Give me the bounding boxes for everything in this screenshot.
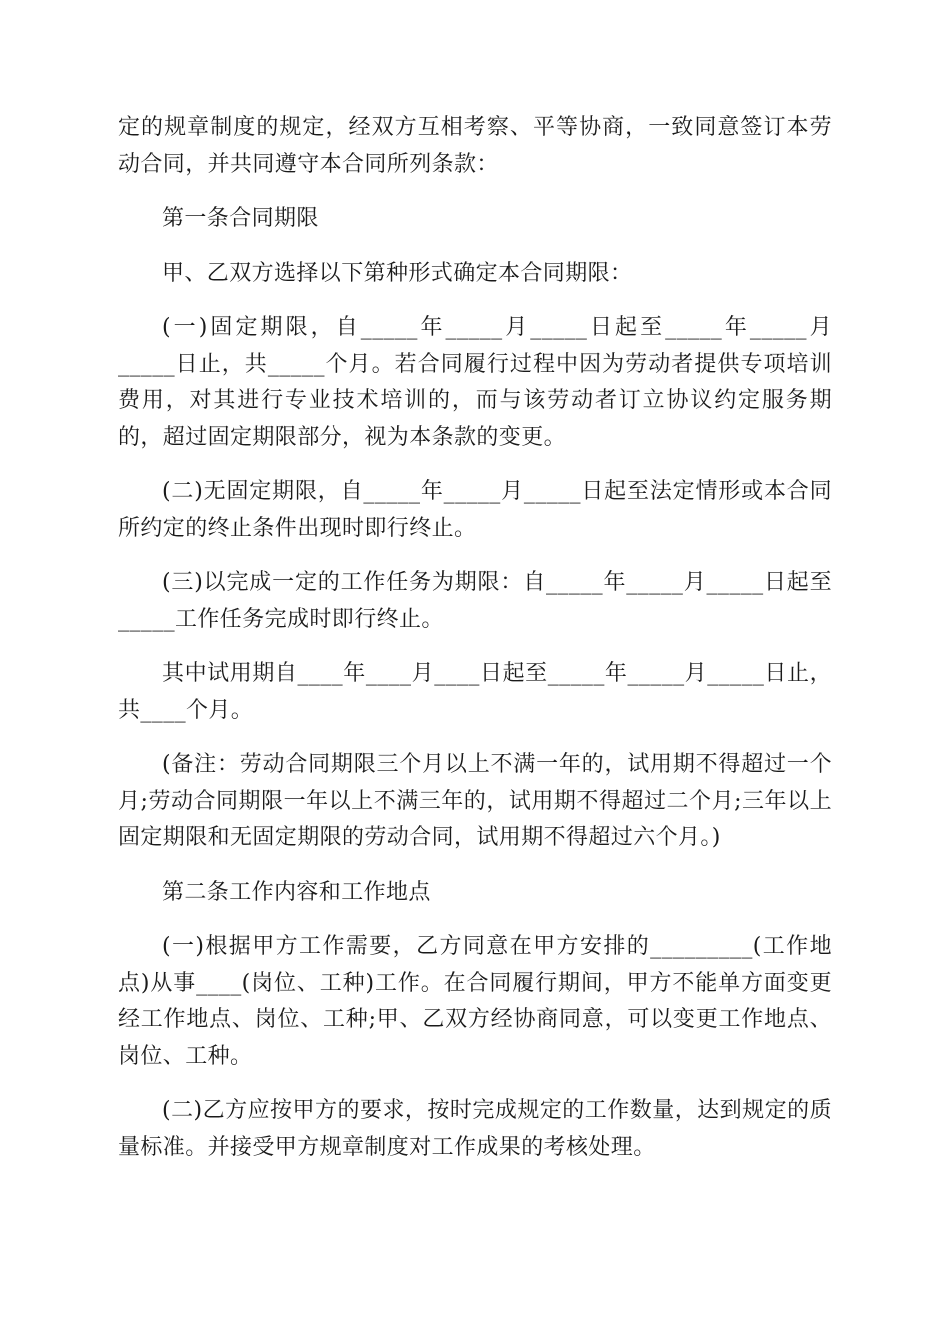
document-body	[118, 110, 832, 1184]
article-1-clause-2: (二)无固定期限，自_____年_____月_____日起至法定情形或本合同所约定的终止条件出现时即行终止。	[118, 479, 832, 541]
article-2-clause-2: (二)乙方应按甲方的要求，按时完成规定的工作数量，达到规定的质量标准。并接受甲方规章制度对工作成果的考核处理。	[118, 1098, 832, 1160]
probation-period: 其中试用期自____年____月____日起至_____年_____月_____日止，共____个月。	[118, 661, 832, 723]
article-2-clause-1: (一)根据甲方工作需要，乙方同意在甲方安排的_________(工作地点)从事____(岗位、工种)工作。在合同履行期间，甲方不能单方面变更经工作地点、岗位、工种;甲、乙双方经协商同意，可以变更工作地点、岗位、工种。	[118, 934, 832, 1069]
paragraph-continuation: 定的规章制度的规定，经双方互相考察、平等协商，一致同意签订本劳动合同，并共同遵守本合同所列条款：	[118, 115, 832, 177]
article-1-heading: 第一条合同期限	[162, 206, 319, 231]
article-1-clause-3: (三)以完成一定的工作任务为期限：自_____年_____月_____日起至_____工作任务完成时即行终止。	[118, 570, 832, 632]
article-2-heading: 第二条工作内容和工作地点	[162, 879, 431, 905]
article-1-clause-1: (一)固定期限，自_____年_____月_____日起至_____年_____月_____日止，共_____个月。若合同履行过程中因为劳动者提供专项培训费用，对其进行专业技术培训的，而与该劳动者订立协议约定服务期的，超过固定期限部分，视为本条款的变更。	[118, 315, 832, 450]
article-1-intro: 甲、乙双方选择以下第种形式确定本合同期限：	[162, 260, 633, 286]
probation-note: (备注：劳动合同期限三个月以上不满一年的，试用期不得超过一个月;劳动合同期限一年以上不满三年的，试用期不得超过二个月;三年以上固定期限和无固定期限的劳动合同，试用期不得超过六个月。)	[118, 752, 832, 850]
